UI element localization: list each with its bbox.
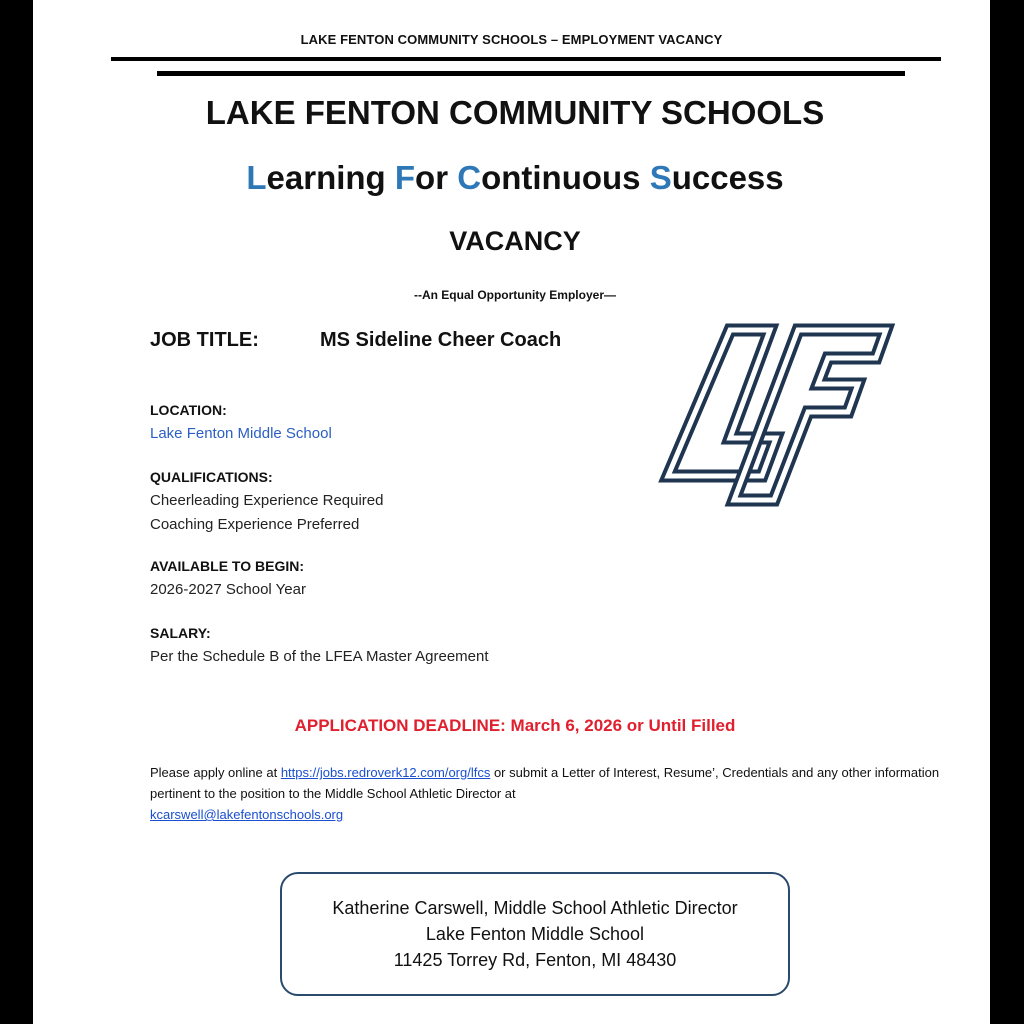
- tagline-rest-2: or: [415, 159, 458, 196]
- document-page: [33, 0, 990, 1024]
- apply-middle: or submit a Letter of Interest, Resume’, Credentials and any other information pertinent to the position to the Middle School Athletic Director at: [150, 765, 940, 801]
- vacancy-heading: VACANCY: [449, 226, 581, 256]
- available-section: [150, 554, 306, 602]
- lf-logo-icon: [658, 318, 898, 510]
- available-value: 2026-2027 School Year: [150, 581, 306, 598]
- apply-online-link[interactable]: https://jobs.redroverk12.com/org/lfcs: [280, 765, 491, 780]
- tagline-rest-3: ontinuous: [481, 159, 650, 196]
- contact-name: Katherine Carswell, Middle School Athletic Director: [332, 898, 738, 918]
- running-header: LAKE FENTON COMMUNITY SCHOOLS – EMPLOYMENT VACANCY: [300, 32, 723, 47]
- apply-instructions: [150, 762, 950, 825]
- location-section: [150, 398, 332, 446]
- job-title-label: JOB TITLE:: [150, 329, 259, 351]
- tagline: [33, 159, 990, 197]
- salary-section: [150, 621, 489, 669]
- contact-school: Lake Fenton Middle School: [425, 924, 645, 944]
- job-title-value: MS Sideline Cheer Coach: [320, 329, 562, 351]
- tagline-cap-4: S: [649, 159, 672, 196]
- location-value: Lake Fenton Middle School: [150, 425, 332, 442]
- header-rule-bottom: [157, 71, 905, 76]
- job-title-row: [150, 329, 561, 352]
- tagline-cap-2: F: [394, 159, 416, 196]
- location-heading: LOCATION:: [150, 402, 227, 418]
- apply-prefix: Please apply online at: [150, 765, 281, 780]
- application-deadline: APPLICATION DEADLINE: March 6, 2026 or Until Filled: [294, 716, 736, 735]
- header-rule-top: [111, 57, 941, 61]
- salary-value: Per the Schedule B of the LFEA Master Agreement: [150, 648, 489, 665]
- qualification-item: Cheerleading Experience Required: [150, 492, 384, 509]
- qualifications-section: [150, 465, 383, 537]
- tagline-cap-3: C: [457, 159, 482, 196]
- tagline-rest-4: uccess: [671, 159, 784, 196]
- qualifications-heading: QUALIFICATIONS:: [150, 469, 273, 485]
- available-heading: AVAILABLE TO BEGIN:: [150, 558, 304, 574]
- tagline-rest-1: earning: [266, 159, 395, 196]
- contact-address: 11425 Torrey Rd, Fenton, MI 48430: [393, 950, 677, 970]
- tagline-cap-1: L: [246, 159, 267, 196]
- organization-title: LAKE FENTON COMMUNITY SCHOOLS: [205, 94, 825, 131]
- contact-email-link[interactable]: kcarswell@lakefentonschools.org: [150, 807, 344, 822]
- contact-box: [280, 872, 790, 996]
- qualification-item: Coaching Experience Preferred: [150, 516, 360, 533]
- salary-heading: SALARY:: [150, 625, 211, 641]
- equal-opportunity-note: --An Equal Opportunity Employer—: [413, 288, 616, 302]
